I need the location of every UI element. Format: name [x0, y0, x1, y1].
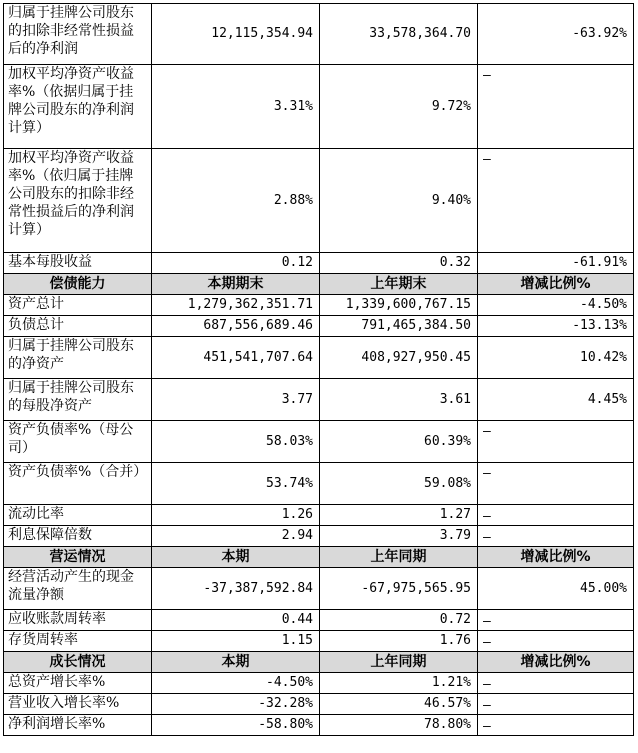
change-cell: –: [478, 715, 634, 736]
value-cell: 9.72%: [320, 65, 478, 149]
value-cell: 1.27: [320, 505, 478, 526]
change-cell: 4.45%: [478, 379, 634, 421]
row-label: 流动比率: [4, 505, 152, 526]
value-cell: 3.79: [320, 526, 478, 547]
value-cell: 3.61: [320, 379, 478, 421]
change-cell: –: [478, 421, 634, 463]
row-label: 营业收入增长率%: [4, 694, 152, 715]
value-cell: 本期: [152, 652, 320, 673]
table-row: [4, 610, 634, 631]
value-cell: 1.21%: [320, 673, 478, 694]
change-cell: 增减比例%: [478, 274, 634, 295]
value-cell: 9.40%: [320, 149, 478, 253]
value-cell: 46.57%: [320, 694, 478, 715]
value-cell: 3.31%: [152, 65, 320, 149]
row-label: 偿债能力: [4, 274, 152, 295]
table-section-header: [4, 274, 634, 295]
row-label: 总资产增长率%: [4, 673, 152, 694]
table-section-header: [4, 652, 634, 673]
row-label: 基本每股收益: [4, 253, 152, 274]
value-cell: 本期: [152, 547, 320, 568]
row-label: 营运情况: [4, 547, 152, 568]
change-cell: 45.00%: [478, 568, 634, 610]
value-cell: 1.15: [152, 631, 320, 652]
row-label: 加权平均净资产收益率%（依据归属于挂牌公司股东的净利润计算）: [4, 65, 152, 149]
value-cell: -67,975,565.95: [320, 568, 478, 610]
value-cell: 408,927,950.45: [320, 337, 478, 379]
value-cell: 1.76: [320, 631, 478, 652]
table-row: [4, 463, 634, 505]
value-cell: 687,556,689.46: [152, 316, 320, 337]
row-label: 归属于挂牌公司股东的每股净资产: [4, 379, 152, 421]
table-body: [4, 4, 634, 736]
value-cell: -37,387,592.84: [152, 568, 320, 610]
change-cell: –: [478, 610, 634, 631]
table-section-header: [4, 547, 634, 568]
row-label: 经营活动产生的现金流量净额: [4, 568, 152, 610]
change-cell: –: [478, 631, 634, 652]
table-row: [4, 337, 634, 379]
value-cell: 3.77: [152, 379, 320, 421]
change-cell: 10.42%: [478, 337, 634, 379]
value-cell: 59.08%: [320, 463, 478, 505]
change-cell: -63.92%: [478, 4, 634, 65]
change-cell: 增减比例%: [478, 652, 634, 673]
value-cell: 2.88%: [152, 149, 320, 253]
value-cell: -32.28%: [152, 694, 320, 715]
value-cell: 78.80%: [320, 715, 478, 736]
change-cell: –: [478, 65, 634, 149]
table-row: [4, 505, 634, 526]
value-cell: 451,541,707.64: [152, 337, 320, 379]
change-cell: -4.50%: [478, 295, 634, 316]
value-cell: 12,115,354.94: [152, 4, 320, 65]
value-cell: 60.39%: [320, 421, 478, 463]
value-cell: 0.32: [320, 253, 478, 274]
value-cell: -4.50%: [152, 673, 320, 694]
table-row: [4, 631, 634, 652]
table-row: [4, 568, 634, 610]
value-cell: 1.26: [152, 505, 320, 526]
value-cell: 0.12: [152, 253, 320, 274]
row-label: 加权平均净资产收益率%（依归属于挂牌公司股东的扣除非经常性损益后的净利润计算）: [4, 149, 152, 253]
change-cell: –: [478, 463, 634, 505]
table-row: [4, 715, 634, 736]
row-label: 负债总计: [4, 316, 152, 337]
financial-indicators-table: [3, 3, 634, 736]
value-cell: 2.94: [152, 526, 320, 547]
value-cell: 本期期末: [152, 274, 320, 295]
row-label: 净利润增长率%: [4, 715, 152, 736]
row-label: 利息保障倍数: [4, 526, 152, 547]
change-cell: –: [478, 694, 634, 715]
value-cell: 58.03%: [152, 421, 320, 463]
row-label: 资产负债率%（母公司）: [4, 421, 152, 463]
value-cell: 0.72: [320, 610, 478, 631]
change-cell: –: [478, 149, 634, 253]
value-cell: 上年期末: [320, 274, 478, 295]
row-label: 应收账款周转率: [4, 610, 152, 631]
table-row: [4, 694, 634, 715]
table-row: [4, 149, 634, 253]
value-cell: 791,465,384.50: [320, 316, 478, 337]
change-cell: -13.13%: [478, 316, 634, 337]
table-row: [4, 379, 634, 421]
value-cell: 53.74%: [152, 463, 320, 505]
value-cell: 33,578,364.70: [320, 4, 478, 65]
change-cell: 增减比例%: [478, 547, 634, 568]
row-label: 资产负债率%（合并）: [4, 463, 152, 505]
value-cell: -58.80%: [152, 715, 320, 736]
row-label: 归属于挂牌公司股东的扣除非经常性损益后的净利润: [4, 4, 152, 65]
row-label: 归属于挂牌公司股东的净资产: [4, 337, 152, 379]
table-row: [4, 421, 634, 463]
row-label: 资产总计: [4, 295, 152, 316]
table-row: [4, 4, 634, 65]
change-cell: –: [478, 673, 634, 694]
row-label: 成长情况: [4, 652, 152, 673]
value-cell: 0.44: [152, 610, 320, 631]
change-cell: –: [478, 505, 634, 526]
table-row: [4, 253, 634, 274]
value-cell: 1,339,600,767.15: [320, 295, 478, 316]
table-row: [4, 65, 634, 149]
table-row: [4, 295, 634, 316]
row-label: 存货周转率: [4, 631, 152, 652]
value-cell: 上年同期: [320, 652, 478, 673]
value-cell: 1,279,362,351.71: [152, 295, 320, 316]
table-row: [4, 673, 634, 694]
value-cell: 上年同期: [320, 547, 478, 568]
change-cell: -61.91%: [478, 253, 634, 274]
table-row: [4, 526, 634, 547]
change-cell: –: [478, 526, 634, 547]
table-row: [4, 316, 634, 337]
